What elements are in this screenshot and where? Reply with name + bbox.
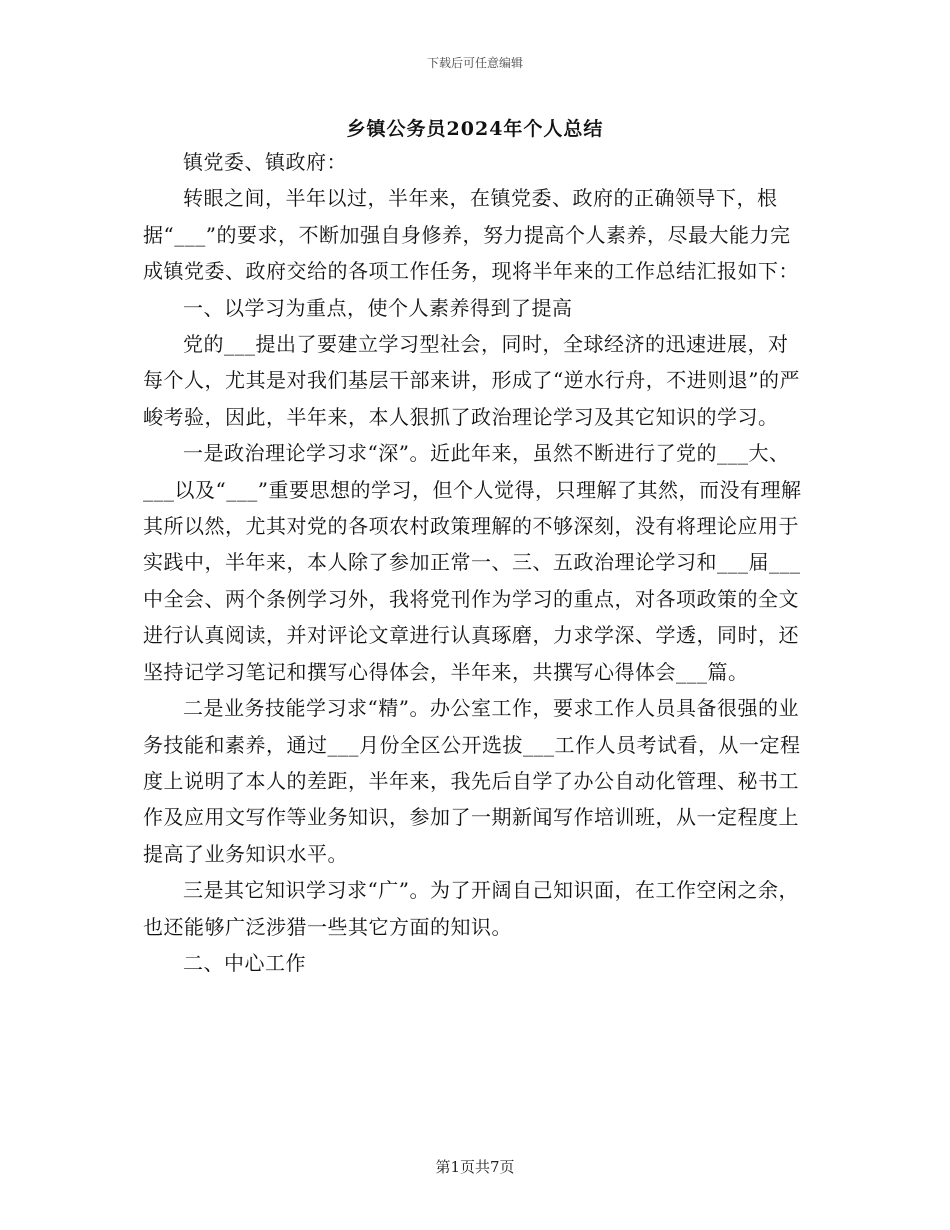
section-heading-2: 二、中心工作	[183, 950, 306, 975]
paragraph-business-skills: 二是业务技能学习求“精”。办公室工作，要求工作人员具备很强的业务技能和素养，通过___月份全区公开选拔___工作人员考试看，从一定程度上说明了本人的差距，半年来，我先后自学了办公自动化管理、秘书工作及应用文写作等业务知识，参加了一期新闻写作培训班，从一定程度上提高了业务知识水平。	[143, 696, 801, 866]
download-note: 下载后可任意编辑	[426, 56, 523, 70]
salutation: 镇党委、镇政府：	[183, 150, 347, 174]
paragraph-political-theory: 一是政治理论学习求“深”。近此年来，虽然不断进行了党的___大、___以及“___”重要思想的学习，但个人觉得，只理解了其然，而没有理解其所以然，尤其对党的各项农村政策理解的不够深刻，没有将理论应用于实践中，半年来，本人除了参加正常一、三、五政治理论学习和___届___中全会、两个条例学习外，我将党刊作为学习的重点，对各项政策的全文进行认真阅读，并对评论文章进行认真琢磨，力求学深、学透，同时，还坚持记学习笔记和撰写心得体会，半年来，共撰写心得体会___篇。	[143, 441, 802, 684]
paragraph-other-knowledge: 三是其它知识学习求“广”。为了开阔自己知识面，在工作空闲之余，也还能够广泛涉猎一些其它方面的知识。	[143, 878, 799, 939]
paragraph-learning: 党的___提出了要建立学习型社会，同时，全球经济的迅速进展，对每个人，尤其是对我们基层干部来讲，形成了“逆水行舟，不进则退”的严峻考验，因此，半年来，本人狠抓了政治理论学习及其它知识的学习。	[143, 332, 800, 429]
paragraph-intro: 转眼之间，半年以过，半年来，在镇党委、政府的正确领导下，根据“___”的要求，不断加强自身修养，努力提高个人素养，尽最大能力完成镇党委、政府交给的各项工作任务，现将半年来的工作总结汇报如下：	[143, 186, 799, 284]
section-heading-1: 一、以学习为重点，使个人素养得到了提高	[183, 295, 573, 320]
document-title: 乡镇公务员2024年个人总结	[346, 118, 604, 140]
document-body	[143, 144, 805, 981]
page-number: 第1页共7页	[435, 1158, 515, 1176]
